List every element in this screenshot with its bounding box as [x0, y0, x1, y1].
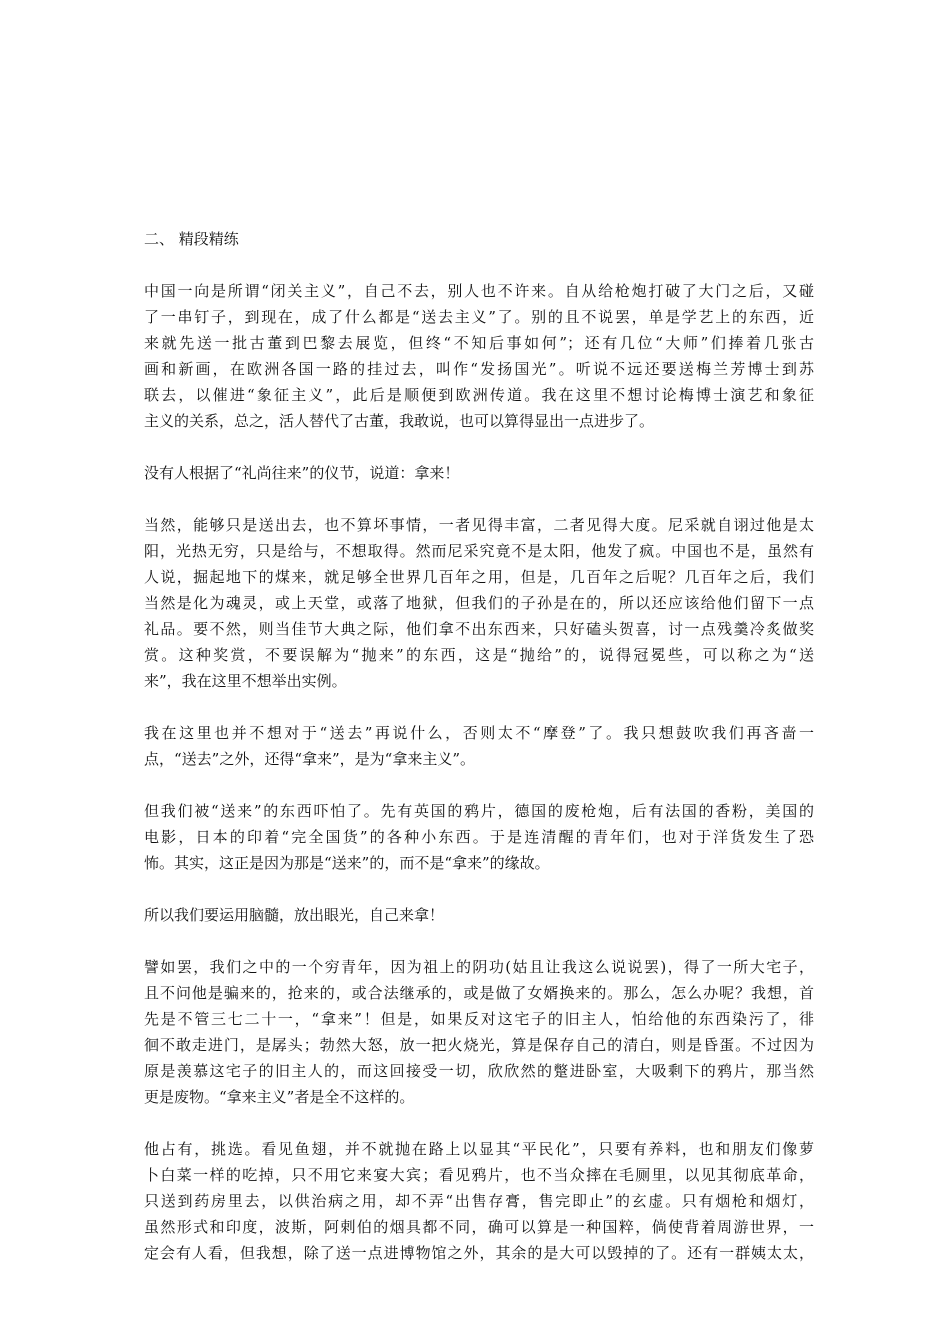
paragraph-line: 人说，掘起地下的煤来，就足够全世界几百年之用，但是，几百年之后呢？几百年之后，我们 — [144, 568, 814, 586]
paragraph-line: 他占有，挑选。看见鱼翅，并不就抛在路上以显其“平民化”，只要有养料，也和朋友们像萝 — [144, 1140, 814, 1158]
paragraph-line: 所以我们要运用脑髓，放出眼光，自己来拿！ — [144, 906, 445, 924]
paragraph-line: 没有人根据了“礼尚往来”的仪节，说道：拿来！ — [144, 464, 460, 482]
paragraph-line: 主义的关系，总之，活人替代了古董，我敢说，也可以算得显出一点进步了。 — [144, 412, 655, 430]
paragraph-line: 了一串钉子，到现在，成了什么都是“送去主义”了。别的且不说罢，单是学艺上的东西，近 — [144, 308, 814, 326]
paragraph-line: 只送到药房里去，以供治病之用，却不弄“出售存膏，售完即止”的玄虚。只有烟枪和烟灯， — [144, 1192, 814, 1210]
paragraph-line: 怖。其实，这正是因为那是“送来”的，而不是“拿来”的缘故。 — [144, 854, 550, 872]
paragraph-line: 更是废物。“拿来主义”者是全不这样的。 — [144, 1088, 415, 1106]
paragraph — [144, 720, 814, 772]
paragraph-line: 当然，能够只是送出去，也不算坏事情，一者见得丰富，二者见得大度。尼采就自诩过他是太 — [144, 516, 814, 534]
paragraph-line: 点，“送去”之外，还得“拿来”，是为“拿来主义”。 — [144, 750, 476, 768]
paragraph-line: 礼品。要不然，则当佳节大典之际，他们拿不出东西来，只好磕头贺喜，讨一点残羹冷炙做奖 — [144, 620, 814, 638]
paragraph-list — [144, 278, 814, 1266]
paragraph-line: 且不问他是骗来的，抢来的，或合法继承的，或是做了女婿换来的。那么，怎么办呢？我想，首 — [144, 984, 814, 1002]
paragraph-line: 中国一向是所谓“闭关主义”，自己不去，别人也不许来。自从给枪炮打破了大门之后，又碰 — [144, 282, 814, 300]
paragraph — [144, 460, 814, 486]
paragraph-line: 来就先送一批古董到巴黎去展览，但终“不知后事如何”；还有几位“大师”们捧着几张古 — [144, 334, 814, 352]
paragraph — [144, 902, 814, 928]
paragraph-line: 虽然形式和印度，波斯，阿剌伯的烟具都不同，确可以算是一种国粹，倘使背着周游世界，一 — [144, 1218, 814, 1236]
paragraph-line: 来”，我在这里不想举出实例。 — [144, 672, 347, 690]
paragraph-line: 譬如罢，我们之中的一个穷青年，因为祖上的阴功(姑且让我这么说说罢)，得了一所大宅子， — [144, 958, 814, 976]
paragraph-line: 阳，光热无穷，只是给与，不想取得。然而尼采究竟不是太阳，他发了疯。中国也不是，虽然有 — [144, 542, 814, 560]
paragraph-line: 画和新画，在欧洲各国一路的挂过去，叫作“发扬国光”。听说不远还要送梅兰芳博士到苏 — [144, 360, 814, 378]
document-body — [144, 226, 814, 1292]
paragraph — [144, 512, 814, 694]
paragraph-line: 原是羡慕这宅子的旧主人的，而这回接受一切，欣欣然的蹩进卧室，大吸剩下的鸦片，那当然 — [144, 1062, 814, 1080]
paragraph-line: 联去，以催进“象征主义”，此后是顺便到欧洲传道。我在这里不想讨论梅博士演艺和象征 — [144, 386, 814, 404]
paragraph-line: 定会有人看，但我想，除了送一点进博物馆之外，其余的是大可以毁掉的了。还有一群姨太太， — [144, 1244, 814, 1262]
paragraph-line: 卜白菜一样的吃掉，只不用它来宴大宾；看见鸦片，也不当众摔在毛厕里，以见其彻底革命， — [144, 1166, 814, 1184]
paragraph-line: 但我们被“送来”的东西吓怕了。先有英国的鸦片，德国的废枪炮，后有法国的香粉，美国的 — [144, 802, 814, 820]
section-heading: 二、 精段精练 — [144, 230, 239, 248]
paragraph-line: 电影，日本的印着“完全国货”的各种小东西。于是连清醒的青年们，也对于洋货发生了恐 — [144, 828, 814, 846]
paragraph — [144, 798, 814, 876]
paragraph — [144, 1136, 814, 1266]
paragraph-line: 赏。这种奖赏，不要误解为“抛来”的东西，这是“抛给”的，说得冠冕些，可以称之为“送 — [144, 646, 814, 664]
paragraph — [144, 278, 814, 434]
paragraph — [144, 954, 814, 1110]
paragraph-line: 先是不管三七二十一，“拿来”！但是，如果反对这宅子的旧主人，怕给他的东西染污了，徘 — [144, 1010, 814, 1028]
paragraph-line: 我在这里也并不想对于“送去”再说什么，否则太不“摩登”了。我只想鼓吹我们再吝啬一 — [144, 724, 814, 742]
paragraph-line: 当然是化为魂灵，或上天堂，或落了地狱，但我们的子孙是在的，所以还应该给他们留下一点 — [144, 594, 814, 612]
paragraph-line: 徊不敢走进门，是孱头；勃然大怒，放一把火烧光，算是保存自己的清白，则是昏蛋。不过因为 — [144, 1036, 814, 1054]
